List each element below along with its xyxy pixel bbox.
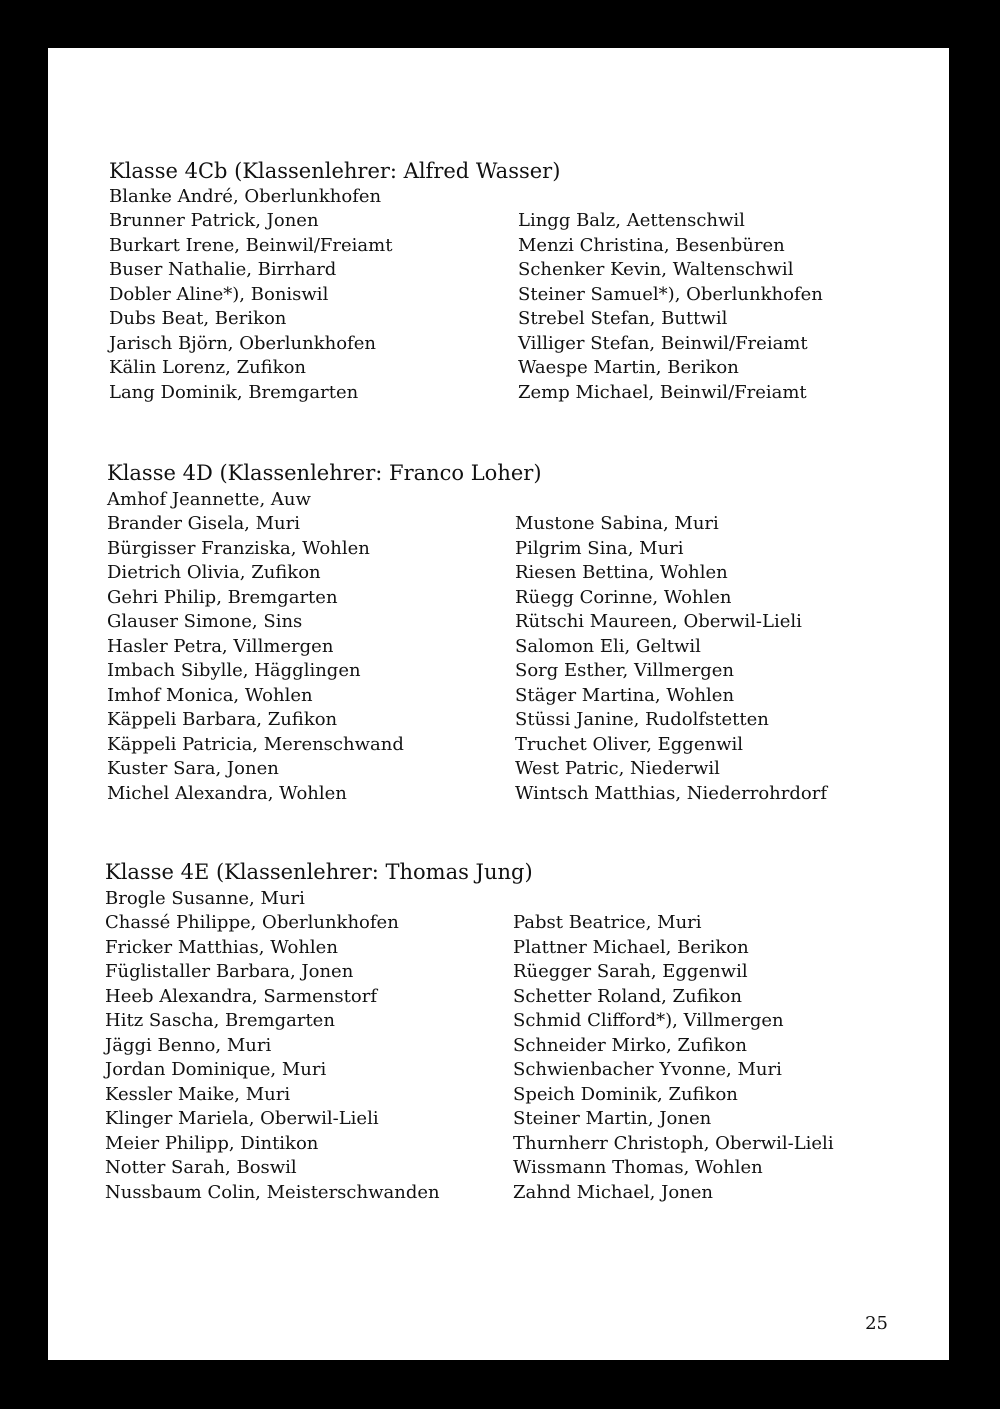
student-entry: Stäger Martina, Wohlen [515,684,735,706]
student-list-right [513,911,834,1205]
section-title: Klasse 4E (Klassenlehrer: Thomas Jung) [105,860,533,884]
student-entry: Kuster Sara, Jonen [107,758,279,779]
student-entry: Villiger Stefan, Beinwil/Freiamt [518,332,808,354]
student-entry: Pilgrim Sina, Muri [515,537,684,559]
student-entry: Nussbaum Colin, Meisterschwanden [105,1181,440,1203]
student-entry: Kessler Maike, Muri [105,1083,291,1105]
section-title: Klasse 4D (Klassenlehrer: Franco Loher) [107,461,542,485]
student-entry: Strebel Stefan, Buttwil [518,308,728,329]
student-entry: Dobler Aline*), Boniswil [109,283,329,305]
student-entry: Chassé Philippe, Oberlunkhofen [105,912,399,933]
student-entry: Zahnd Michael, Jonen [513,1181,714,1203]
student-entry: Lang Dominik, Bremgarten [109,381,359,403]
student-entry: Käppeli Patricia, Merenschwand [107,733,404,755]
student-entry: Stüssi Janine, Rudolfstetten [515,709,769,730]
student-entry: Sorg Esther, Villmergen [515,660,734,681]
student-entry: Riesen Bettina, Wohlen [515,562,728,583]
student-entry: Pabst Beatrice, Muri [513,912,702,933]
student-entry: Speich Dominik, Zufikon [513,1083,738,1105]
student-entry: Rüegg Corinne, Wohlen [515,586,732,608]
first-student-entry: Amhof Jeannette, Auw [107,489,311,510]
student-entry: Notter Sarah, Boswil [105,1157,297,1178]
student-entry: Schenker Kevin, Waltenschwil [518,259,794,280]
student-entry: Steiner Samuel*), Oberlunkhofen [518,283,823,305]
student-list-right [518,209,823,405]
student-entry: Buser Nathalie, Birrhard [109,259,337,280]
student-entry: Käppeli Barbara, Zufikon [107,709,338,730]
student-entry: Thurnherr Christoph, Oberwil-Lieli [513,1132,834,1154]
student-entry: Brander Gisela, Muri [107,513,300,534]
student-entry: Waespe Martin, Berikon [518,357,739,378]
student-entry: Schmid Clifford*), Villmergen [513,1010,784,1031]
student-entry: Brunner Patrick, Jonen [109,210,319,231]
student-entry: Klinger Mariela, Oberwil-Lieli [105,1108,379,1129]
student-entry: Gehri Philip, Bremgarten [107,586,338,608]
student-entry: Imhof Monica, Wohlen [107,684,313,706]
student-entry: Schwienbacher Yvonne, Muri [513,1059,782,1080]
student-entry: Steiner Martin, Jonen [513,1108,712,1129]
student-entry: Schneider Mirko, Zufikon [513,1034,747,1056]
student-entry: Lingg Balz, Aettenschwil [518,210,745,231]
student-entry: Michel Alexandra, Wohlen [107,782,347,804]
student-entry: Dietrich Olivia, Zufikon [107,562,321,583]
student-entry: Bürgisser Franziska, Wohlen [107,537,370,559]
document-page [48,48,949,1360]
student-entry: Jäggi Benno, Muri [105,1034,272,1056]
student-entry: Meier Philipp, Dintikon [105,1132,319,1154]
student-entry: Mustone Sabina, Muri [515,513,719,534]
student-entry: Fricker Matthias, Wohlen [105,936,338,958]
student-entry: Glauser Simone, Sins [107,611,303,632]
student-entry: Füglistaller Barbara, Jonen [105,961,354,982]
student-list-left [105,911,440,1205]
student-entry: Jarisch Björn, Oberlunkhofen [109,332,376,354]
student-entry: Zemp Michael, Beinwil/Freiamt [518,381,807,403]
student-entry: Dubs Beat, Berikon [109,308,287,329]
student-entry: Imbach Sibylle, Hägglingen [107,660,361,681]
student-entry: Wintsch Matthias, Niederrohrdorf [515,782,827,804]
student-entry: Wissmann Thomas, Wohlen [513,1157,763,1178]
student-list-left [109,209,392,405]
section-title: Klasse 4Cb (Klassenlehrer: Alfred Wasser) [109,159,561,183]
student-entry: Kälin Lorenz, Zufikon [109,357,307,378]
page-number: 25 [865,1313,888,1334]
first-student-entry: Brogle Susanne, Muri [105,888,305,909]
student-entry: Menzi Christina, Besenbüren [518,234,785,256]
student-entry: Salomon Eli, Geltwil [515,635,701,657]
student-entry: Schetter Roland, Zufikon [513,985,742,1007]
student-list-right [515,512,827,806]
student-entry: West Patric, Niederwil [515,758,720,779]
student-entry: Hasler Petra, Villmergen [107,635,334,657]
student-entry: Plattner Michael, Berikon [513,936,749,958]
student-entry: Hitz Sascha, Bremgarten [105,1010,335,1031]
student-entry: Truchet Oliver, Eggenwil [515,733,743,755]
student-entry: Rütschi Maureen, Oberwil-Lieli [515,611,802,632]
student-entry: Burkart Irene, Beinwil/Freiamt [109,234,393,256]
first-student-entry: Blanke André, Oberlunkhofen [109,186,382,207]
student-entry: Rüegger Sarah, Eggenwil [513,961,748,982]
student-entry: Jordan Dominique, Muri [105,1059,327,1080]
student-list-left [107,512,404,806]
student-entry: Heeb Alexandra, Sarmenstorf [105,985,377,1007]
